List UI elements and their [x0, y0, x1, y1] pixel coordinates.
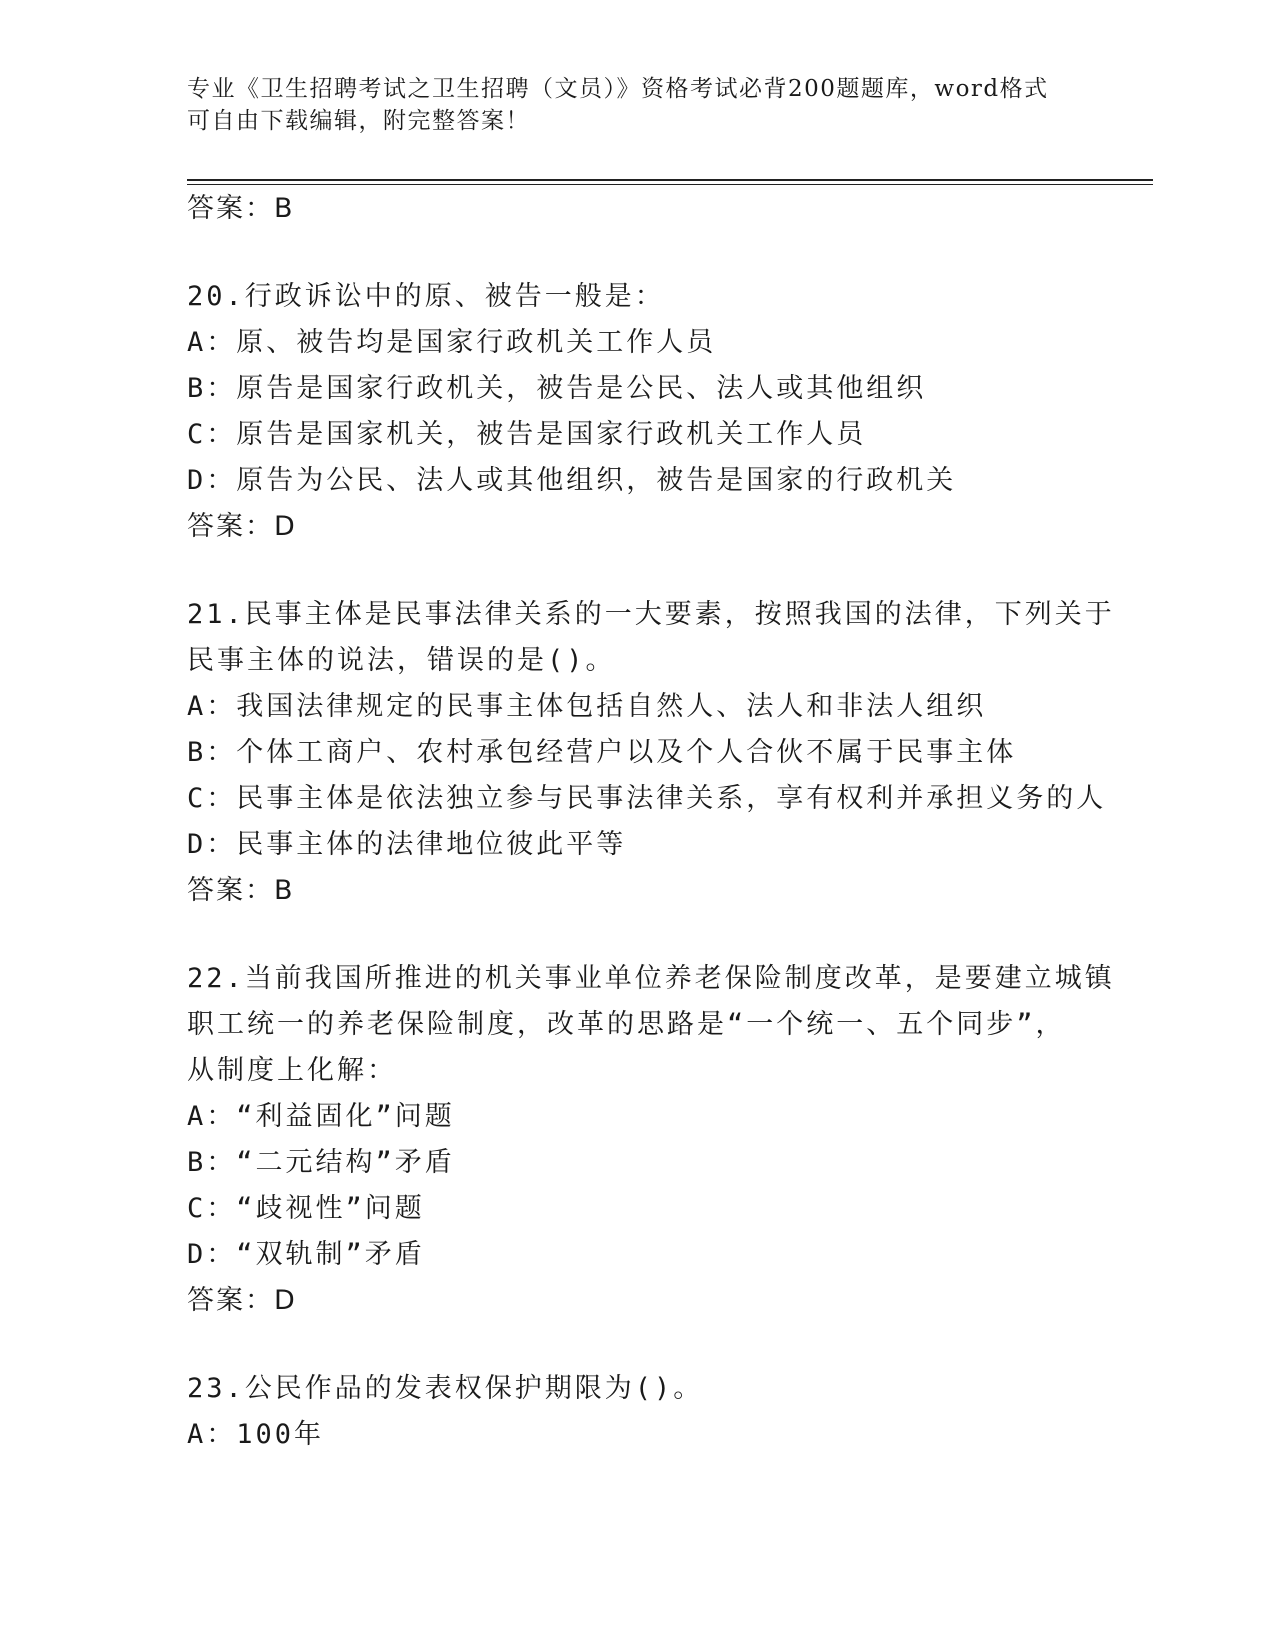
- answer-line: 答案：D: [187, 1285, 297, 1316]
- answer-line: 答案：D: [187, 511, 297, 542]
- question-stem: 职工统一的养老保险制度，改革的思路是“一个统一、五个同步”，: [187, 1009, 1066, 1040]
- question-block-23: [187, 1366, 1087, 1458]
- option-b: B：“二元结构”矛盾: [187, 1147, 455, 1178]
- header-rule-thin: [187, 184, 1153, 185]
- document-header: [187, 73, 1087, 137]
- option-a: A：原、被告均是国家行政机关工作人员: [187, 327, 717, 358]
- spacer: [187, 1324, 1087, 1366]
- header-line-1: 专业《卫生招聘考试之卫生招聘（文员）》资格考试必背200题题库，word格式: [187, 76, 1049, 102]
- option-c: C：“歧视性”问题: [187, 1193, 425, 1224]
- question-stem: 22.当前我国所推进的机关事业单位养老保险制度改革，是要建立城镇: [187, 963, 1115, 994]
- header-line-2: 可自由下载编辑，附完整答案！: [187, 108, 530, 134]
- question-stem: 20.行政诉讼中的原、被告一般是：: [187, 281, 665, 312]
- answer-line: 答案：B: [187, 193, 295, 224]
- spacer: [187, 550, 1087, 592]
- question-stem: 民事主体的说法，错误的是()。: [187, 645, 616, 676]
- question-content: [187, 186, 1115, 1458]
- option-b: B：个体工商户、农村承包经营户以及个人合伙不属于民事主体: [187, 737, 1017, 768]
- option-d: D：民事主体的法律地位彼此平等: [187, 829, 627, 860]
- question-block-21: [187, 592, 1115, 914]
- header-rule-thick: [187, 179, 1153, 181]
- option-d: D：“双轨制”矛盾: [187, 1239, 425, 1270]
- option-c: C：原告是国家机关，被告是国家行政机关工作人员: [187, 419, 867, 450]
- spacer: [187, 914, 1087, 956]
- option-a: A：我国法律规定的民事主体包括自然人、法人和非法人组织: [187, 691, 987, 722]
- option-a: A：100年: [187, 1419, 325, 1450]
- spacer: [187, 232, 1087, 274]
- option-b: B：原告是国家行政机关，被告是公民、法人或其他组织: [187, 373, 927, 404]
- question-stem: 21.民事主体是民事法律关系的一大要素，按照我国的法律，下列关于: [187, 599, 1115, 630]
- option-d: D：原告为公民、法人或其他组织，被告是国家的行政机关: [187, 465, 957, 496]
- question-stem: 23.公民作品的发表权保护期限为()。: [187, 1373, 704, 1404]
- option-a: A：“利益固化”问题: [187, 1101, 455, 1132]
- answer-line: 答案：B: [187, 875, 295, 906]
- question-block-20: [187, 274, 1087, 550]
- option-c: C：民事主体是依法独立参与民事法律关系，享有权利并承担义务的人: [187, 783, 1107, 814]
- question-block-22: [187, 956, 1115, 1324]
- question-stem: 从制度上化解：: [187, 1055, 397, 1086]
